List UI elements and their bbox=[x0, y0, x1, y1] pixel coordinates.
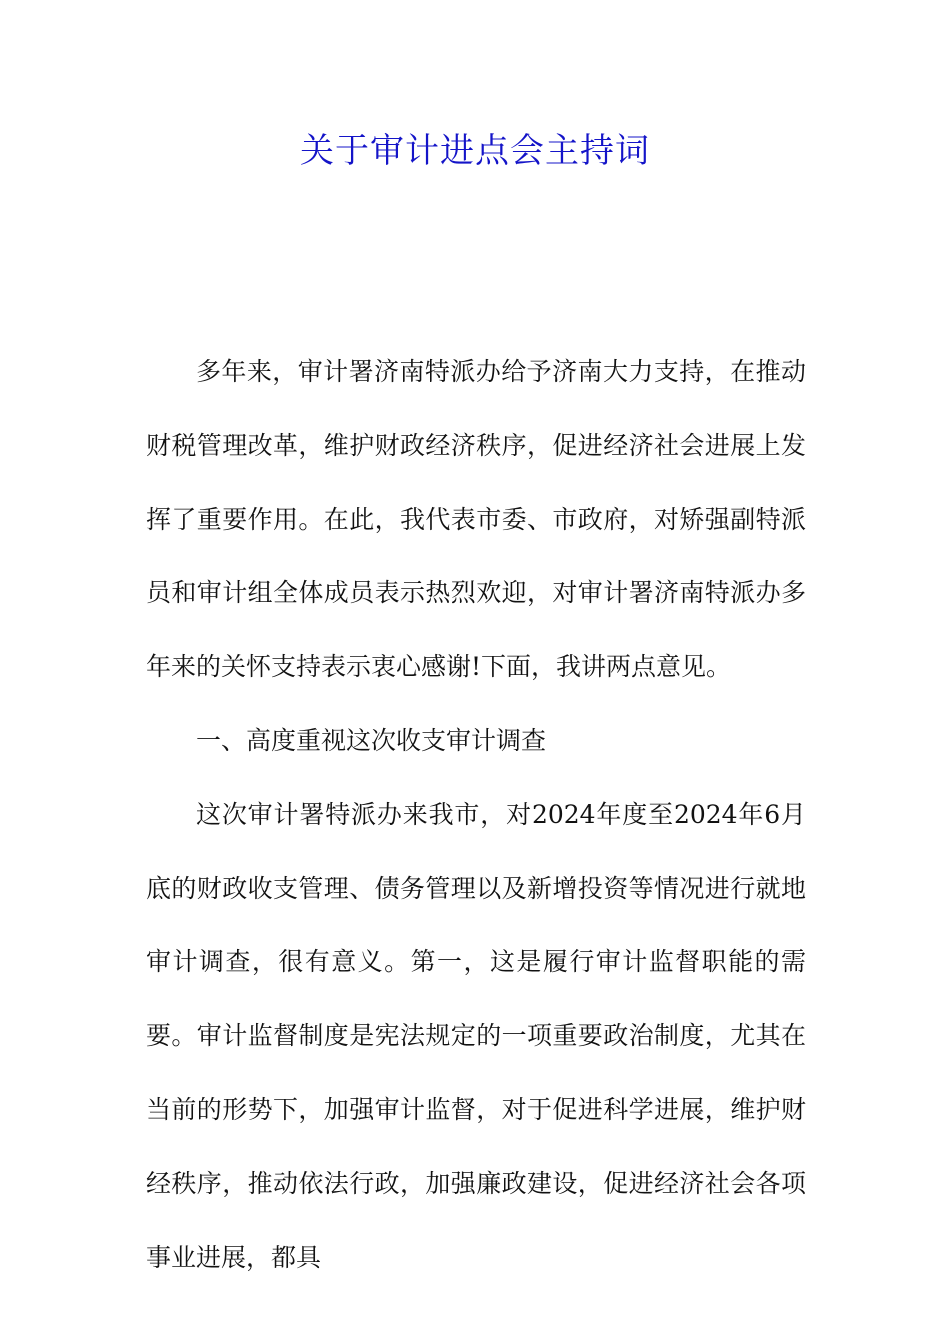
document-body bbox=[146, 335, 806, 1294]
document-title: 关于审计进点会主持词 bbox=[300, 131, 650, 171]
paragraph-audit-significance: 这次审计署特派办来我市，对2024年度至2024年6月底的财政收支管理、债务管理以及新增投资等情况进行就地审计调查，很有意义。第一，这是履行审计监督职能的需要。审计监督制度是宪法规定的一项重要政治制度，尤其在当前的形势下，加强审计监督，对于促进科学进展，维护财经秩序，推动依法行政，加强廉政建设，促进经济社会各项事业进展，都具 bbox=[146, 799, 806, 1272]
section-heading-one: 一、高度重视这次收支审计调查 bbox=[196, 725, 547, 755]
paragraph-intro: 多年来，审计署济南特派办给予济南大力支持，在推动财税管理改革，维护财政经济秩序，促进经济社会进展上发挥了重要作用。在此，我代表市委、市政府，对矫强副特派员和审计组全体成员表示热烈欢迎，对审计署济南特派办多年来的关怀支持表示衷心感谢!下面，我讲两点意见。 bbox=[146, 357, 806, 682]
